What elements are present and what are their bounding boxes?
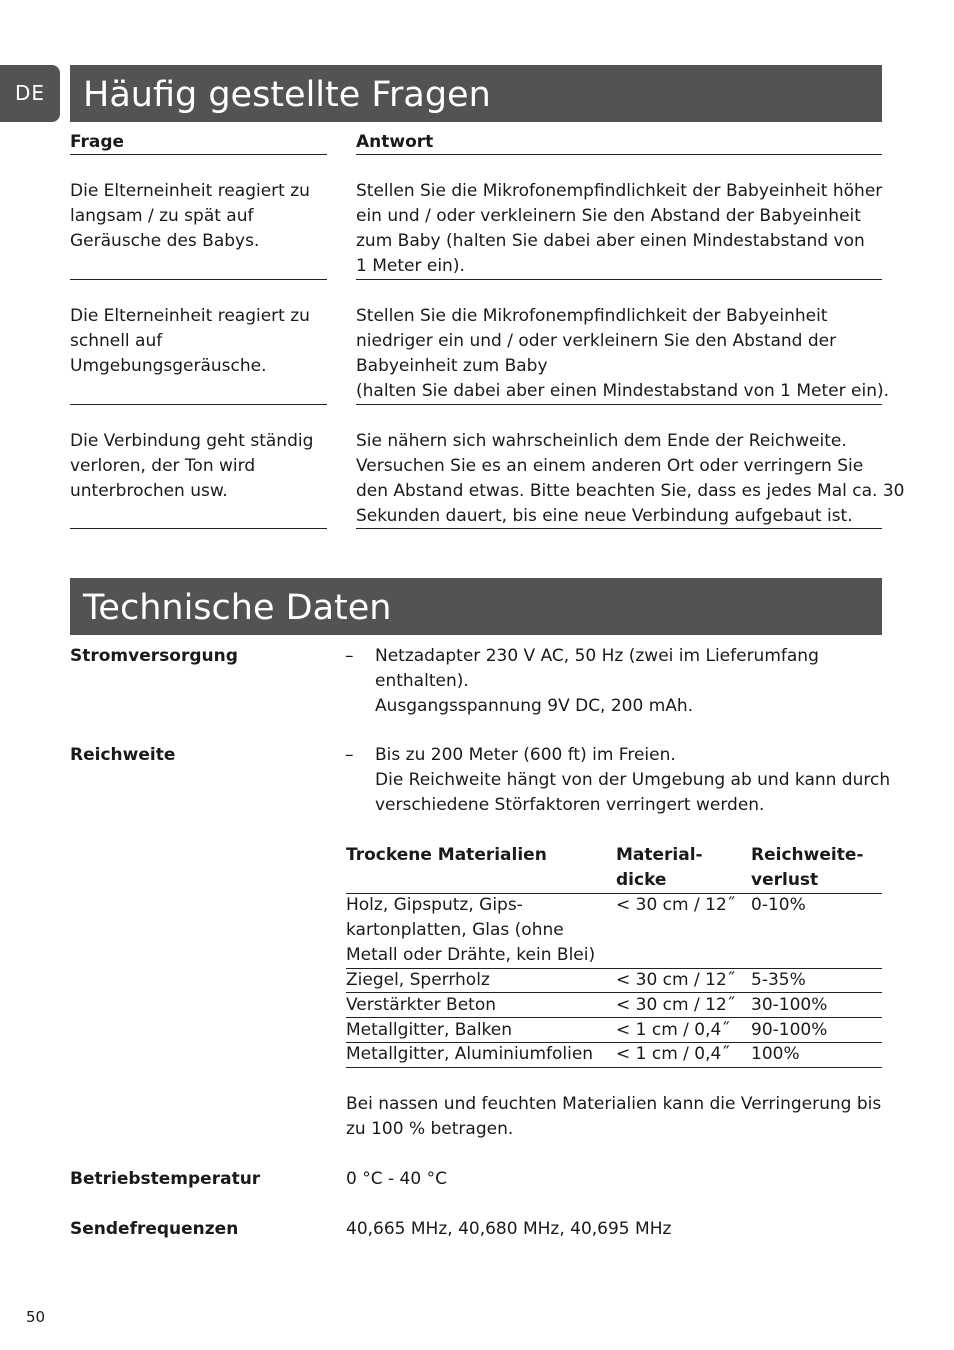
frequency-label: Sendefrequenzen <box>70 1219 239 1239</box>
tech-title: Technische Daten <box>70 578 882 635</box>
range-value: Bis zu 200 Meter (600 ft) im Freien. Die Reichweite hängt von der Umgebung ab und kann durch verschiedene Störfaktoren verringert werden. <box>375 745 891 815</box>
table-row-material: Metallgitter, Balken <box>346 1020 513 1040</box>
temperature-value: 0 °C - 40 °C <box>346 1169 447 1189</box>
faq-row-rule <box>356 279 882 280</box>
table-header-loss: Reichweite- verlust <box>751 845 864 890</box>
table-header-material: Trockene Materialien <box>346 845 547 865</box>
table-row-material: Ziegel, Sperrholz <box>346 970 490 990</box>
faq-question-1: Die Elterneinheit reagiert zu langsam / zu spät auf Geräusche des Babys. <box>70 181 310 251</box>
table-row-thickness: < 30 cm / 12˝ <box>616 995 736 1015</box>
table-row-loss: 100% <box>751 1044 800 1064</box>
language-tab: DE <box>0 65 60 122</box>
table-row-loss: 0-10% <box>751 895 806 915</box>
power-dash: – <box>345 646 354 666</box>
table-row-material: Holz, Gipsputz, Gips- kartonplatten, Glas (ohne Metall oder Drähte, kein Blei) <box>346 895 596 965</box>
table-header-thickness: Material- dicke <box>616 845 703 890</box>
faq-header-rule-left <box>70 154 327 155</box>
table-row-loss: 5-35% <box>751 970 806 990</box>
table-row-thickness: < 1 cm / 0,4˝ <box>616 1020 730 1040</box>
faq-answer-2: Stellen Sie die Mikrofonempfindlichkeit der Babyeinheit niedriger ein und / oder verkleinern Sie den Abstand der Babyeinheit zum Baby (halten Sie dabei aber einen Mindestabstand von 1 Meter ein). <box>356 306 890 401</box>
table-row-loss: 90-100% <box>751 1020 828 1040</box>
faq-answer-1: Stellen Sie die Mikrofonempfindlichkeit der Babyeinheit höher ein und / oder verkleinern Sie den Abstand der Babyeinheit zum Baby (halten Sie dabei aber einen Mindestabstand von 1 Meter ein). <box>356 181 883 276</box>
faq-row-rule <box>356 404 882 405</box>
faq-header-rule-right <box>356 154 882 155</box>
range-label: Reichweite <box>70 745 176 765</box>
range-dash: – <box>345 745 354 765</box>
frequency-value: 40,665 MHz, 40,680 MHz, 40,695 MHz <box>346 1219 672 1239</box>
page-number: 50 <box>26 1308 46 1326</box>
faq-col-question: Frage <box>70 132 125 152</box>
faq-row-rule <box>70 528 327 529</box>
faq-title: Häufig gestellte Fragen <box>70 65 882 122</box>
table-row-thickness: < 30 cm / 12˝ <box>616 970 736 990</box>
table-row-loss: 30-100% <box>751 995 828 1015</box>
temperature-label: Betriebstemperatur <box>70 1169 261 1189</box>
table-row-thickness: < 1 cm / 0,4˝ <box>616 1044 730 1064</box>
power-label: Stromversorgung <box>70 646 238 666</box>
faq-question-2: Die Elterneinheit reagiert zu schnell auf Umgebungsgeräusche. <box>70 306 310 376</box>
table-row-thickness: < 30 cm / 12˝ <box>616 895 736 915</box>
table-rule <box>346 1067 882 1068</box>
power-value: Netzadapter 230 V AC, 50 Hz (zwei im Lieferumfang enthalten). Ausgangsspannung 9V DC, 200 mAh. <box>375 646 819 716</box>
faq-row-rule <box>70 404 327 405</box>
faq-col-answer: Antwort <box>356 132 434 152</box>
table-row-material: Verstärkter Beton <box>346 995 497 1015</box>
faq-row-rule <box>356 528 882 529</box>
faq-question-3: Die Verbindung geht ständig verloren, der Ton wird unterbrochen usw. <box>70 431 314 501</box>
faq-row-rule <box>70 279 327 280</box>
faq-answer-3: Sie nähern sich wahrscheinlich dem Ende der Reichweite. Versuchen Sie es an einem anderen Ort oder verringern Sie den Abstand etwas. Bitte beachten Sie, dass es jedes Mal ca. 30 Sekunden dauert, bis eine neue Verbindung aufgebaut ist. <box>356 431 905 526</box>
table-row-material: Metallgitter, Aluminiumfolien <box>346 1044 594 1064</box>
wet-materials-note: Bei nassen und feuchten Materialien kann die Verringerung bis zu 100 % betragen. <box>346 1094 882 1139</box>
